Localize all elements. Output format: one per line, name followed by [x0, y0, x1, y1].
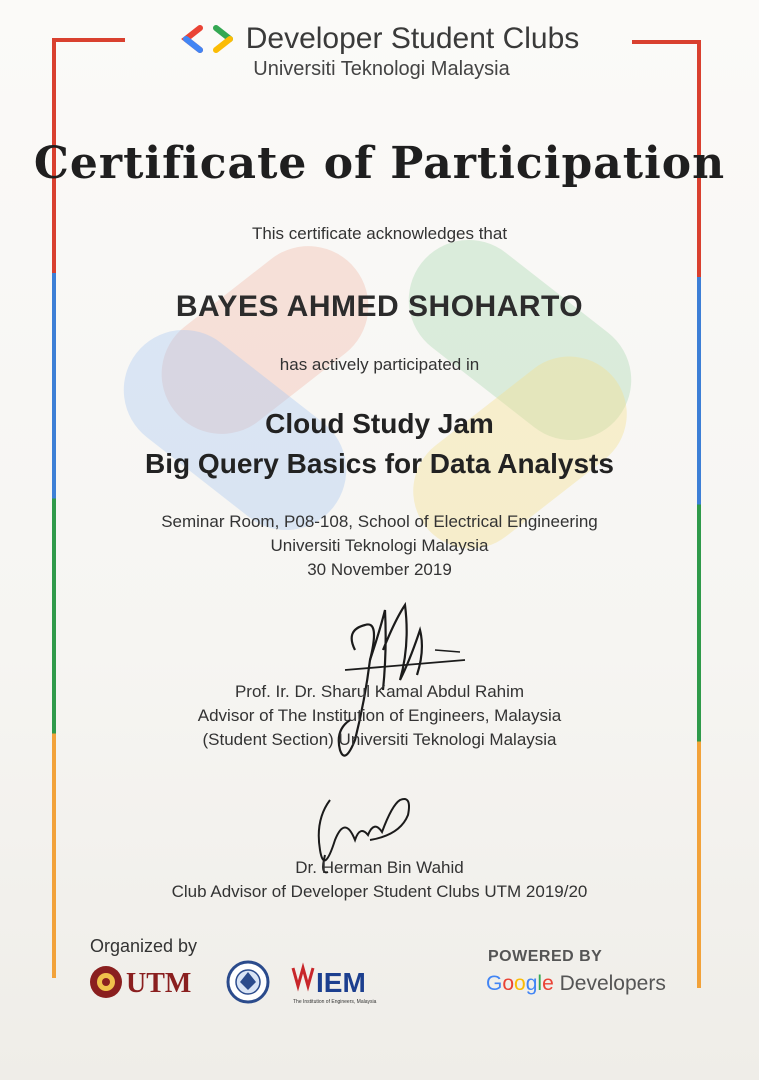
- signatory-1-role: Advisor of The Institution of Engineers, Malaysia: [197, 706, 562, 725]
- signatory-2-name: Dr. Herman Bin Wahid: [295, 858, 464, 877]
- certificate-title: Certificate of Participation: [33, 138, 726, 189]
- svg-text:The Institution of Engineers,: The Institution of Engineers, Malaysia: [293, 999, 377, 1005]
- dsc-logo-icon: [180, 24, 238, 54]
- venue-university: Universiti Teknologi Malaysia: [270, 536, 489, 555]
- signatory-1-role-2: (Student Section) Universiti Teknologi Malaysia: [202, 730, 557, 749]
- org-subtitle: Universiti Teknologi Malaysia: [253, 58, 510, 80]
- recipient-name: BAYES AHMED SHOHARTO: [175, 290, 584, 323]
- organized-by-label: Organized by: [90, 936, 198, 956]
- organizer-logos: [88, 958, 398, 1008]
- header: [0, 22, 759, 81]
- event-title: Cloud Study Jam: [265, 408, 494, 439]
- venue-line: Seminar Room, P08-108, School of Electrical Engineering: [161, 512, 598, 531]
- ukm-crest-icon: [228, 962, 268, 1002]
- svg-text:IEM: IEM: [316, 967, 366, 998]
- iem-logo-icon: [293, 967, 377, 1005]
- signatory-1-name: Prof. Ir. Dr. Sharul Kamal Abdul Rahim: [234, 682, 525, 701]
- google-developers-logo: Google Developers: [486, 972, 666, 995]
- event-date: 30 November 2019: [307, 560, 452, 579]
- org-title: Developer Student Clubs: [245, 22, 580, 55]
- participation-text: has actively participated in: [279, 355, 480, 374]
- event-subtitle: Big Query Basics for Data Analysts: [145, 448, 614, 479]
- signatory-2-role: Club Advisor of Developer Student Clubs UTM 2019/20: [171, 882, 588, 901]
- powered-by-label: POWERED BY: [488, 948, 603, 965]
- svg-text:UTM: UTM: [126, 968, 192, 999]
- acknowledge-text: This certificate acknowledges that: [251, 224, 508, 243]
- utm-logo-icon: [90, 966, 191, 999]
